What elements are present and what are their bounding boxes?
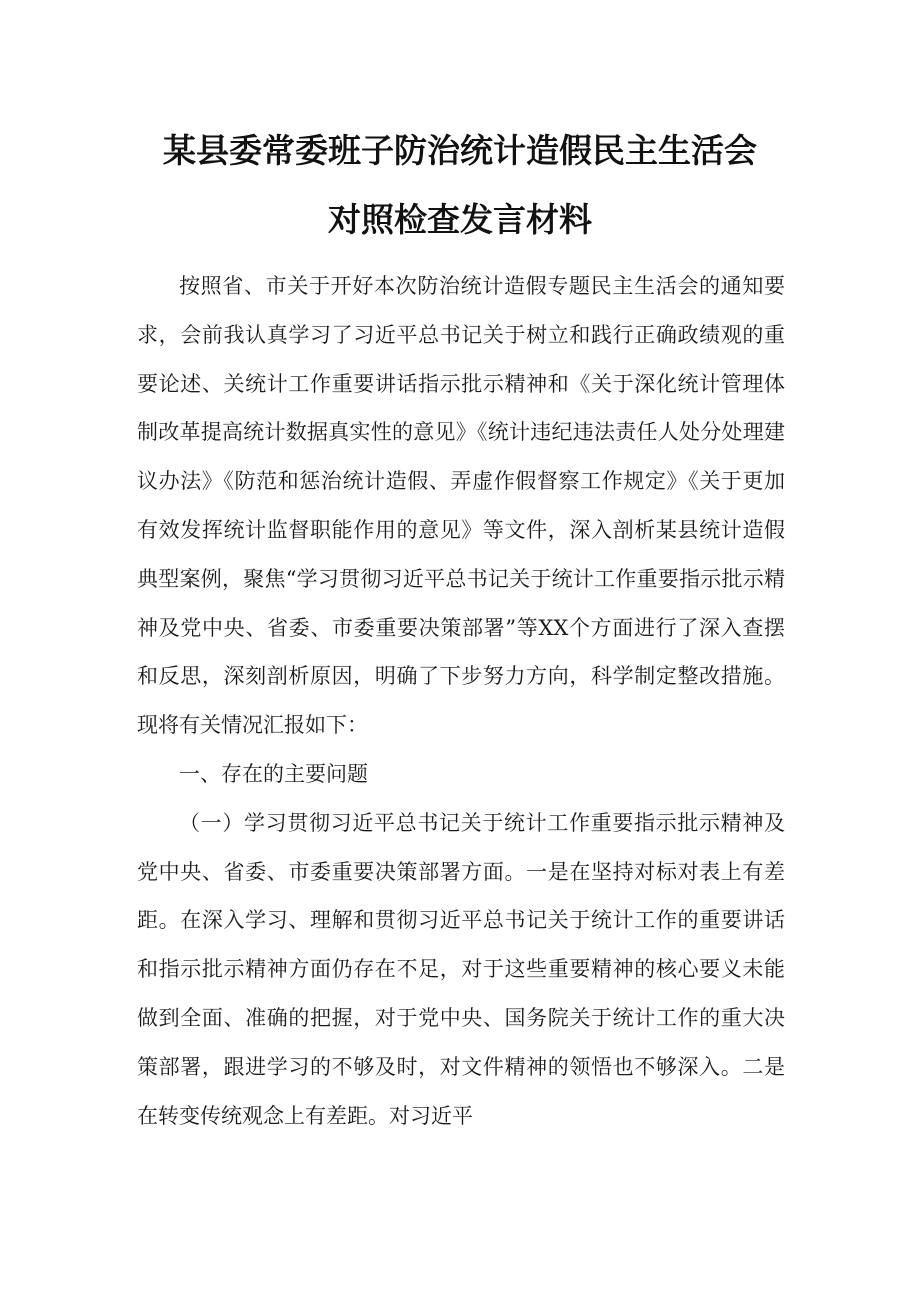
document-body xyxy=(137,262,785,1140)
intro-paragraph: 按照省、市关于开好本次防治统计造假专题民主生活会的通知要求，会前我认真学习了习近平总书记关于树立和践行正确政绩观的重要论述、关统计工作重要讲话指示批示精神和《关于深化统计管理体制改革提高统计数据真实性的意见》《统计违纪违法责任人处分处理建议办法》《防范和惩治统计造假、弄虚作假督察工作规定》《关于更加有效发挥统计监督职能作用的意见》等文件，深入剖析某县统计造假典型案例，聚焦“学习贯彻习近平总书记关于统计工作重要指示批示精神及党中央、省委、市委重要决策部署”等XX个方面进行了深入查摆和反思，深刻剖析原因，明确了下步努力方向，科学制定整改措施。现将有关情况汇报如下： xyxy=(137,274,785,738)
section-heading: 一、存在的主要问题 xyxy=(179,761,368,786)
subsection-paragraph: （一）学习贯彻习近平总书记关于统计工作重要指示批示精神及党中央、省委、市委重要决策部署方面。一是在坚持对标对表上有差距。在深入学习、理解和贯彻习近平总书记关于统计工作的重要讲话和指示批示精神方面仍存在不足，对于这些重要精神的核心要义未能做到全面、准确的把握，对于党中央、国务院关于统计工作的重大决策部署，跟进学习的不够及时，对文件精神的领悟也不够深入。二是在转变传统观念上有差距。对习近平 xyxy=(137,810,785,1128)
document-title-line-2: 对照检查发言材料 xyxy=(328,200,592,239)
document-title-line-1: 某县委常委班子防治统计造假民主生活会 xyxy=(163,131,757,170)
